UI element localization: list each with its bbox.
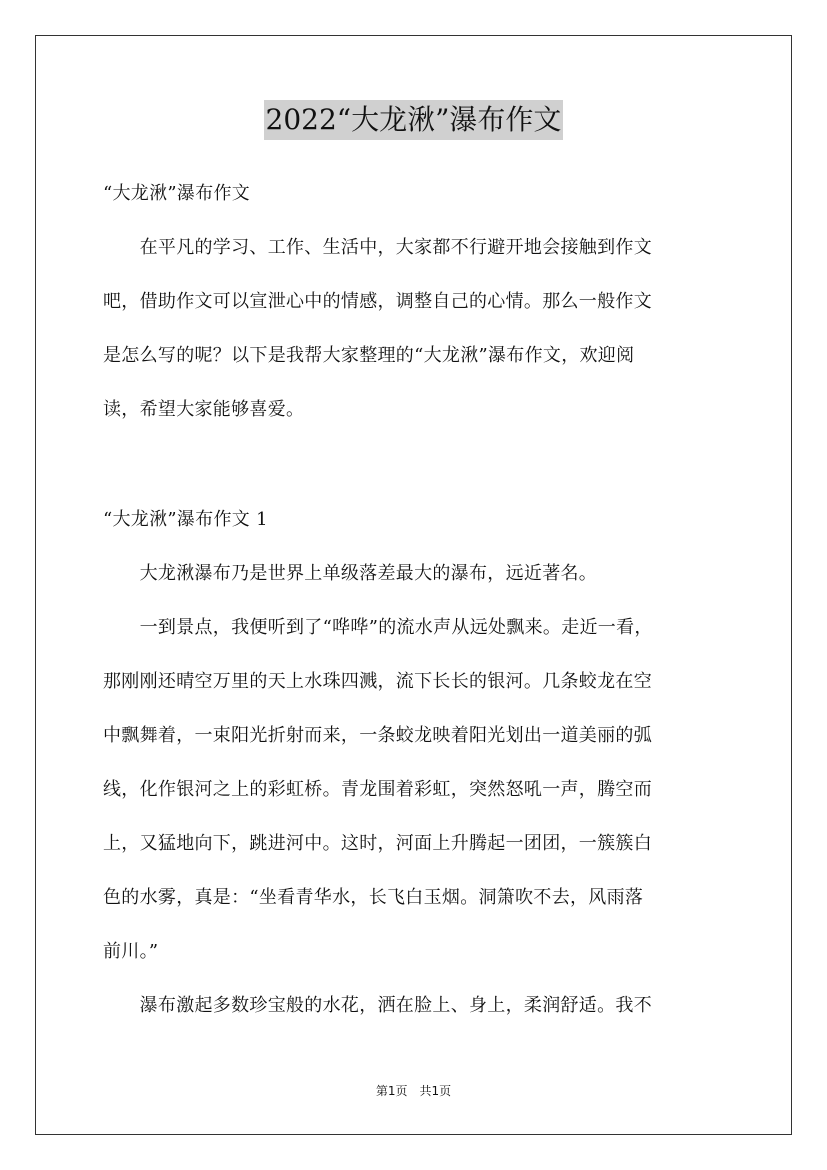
text-line: “大龙湫”瀑布作文 [103,183,251,204]
text-line: 在平凡的学习、工作、生活中，大家都不行避开地会接触到作文 [103,237,652,258]
text-line: 大龙湫瀑布乃是世界上单级落差最大的瀑布，远近著名。 [103,563,598,584]
text-line: 上，又猛地向下，跳进河中。这时，河面上升腾起一团团，一簇簇白 [103,833,652,854]
text-line: 读，希望大家能够喜爱。 [103,399,305,420]
text-line: 色的水雾，真是：“坐看青华水，长飞白玉烟。洞箫吹不去，风雨落 [103,887,644,908]
document-title: 2022“大龙湫”瀑布作文 [264,100,564,140]
page-footer: 第1页 共1页 [375,1084,452,1098]
text-line: 那刚刚还晴空万里的天上水珠四溅，流下长长的银河。几条蛟龙在空 [103,671,652,692]
text-line: “大龙湫”瀑布作文 1 [103,509,268,530]
text-line: 吧，借助作文可以宣泄心中的情感，调整自己的心情。那么一般作文 [103,291,652,312]
text-line: 一到景点，我便听到了“哗哗”的流水声从远处飘来。走近一看， [103,617,653,638]
text-line: 是怎么写的呢？以下是我帮大家整理的“大龙湫”瀑布作文，欢迎阅 [103,345,635,366]
title-wrap [0,100,827,140]
text-line: 中飘舞着，一束阳光折射而来，一条蛟龙映着阳光划出一道美丽的弧 [103,725,652,746]
text-line: 前川。” [103,941,159,962]
text-line: 瀑布激起多数珍宝般的水花，洒在脸上、身上，柔润舒适。我不 [103,995,652,1016]
text-line: 线，化作银河之上的彩虹桥。青龙围着彩虹，突然怒吼一声，腾空而 [103,779,652,800]
